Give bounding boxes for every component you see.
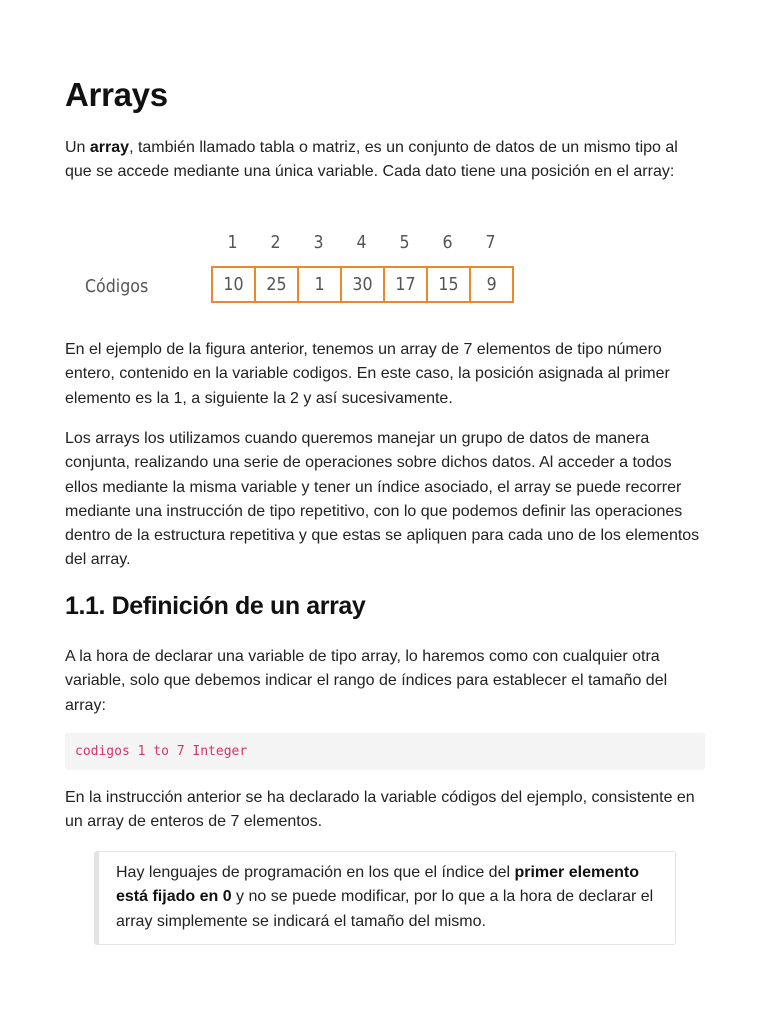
array-cell-value: 1 — [314, 274, 325, 295]
callout-suffix: y no se puede modificar, por lo que a la hora de declarar el array simplemente se indicará el tamaño del mismo. — [116, 888, 654, 930]
callout-text — [116, 861, 657, 934]
callout-prefix: Hay lenguajes de programación en los que el índice del — [116, 864, 515, 881]
intro-paragraph — [65, 136, 705, 185]
array-cell-value: 9 — [486, 274, 497, 295]
array-cell — [342, 268, 385, 301]
note-callout — [94, 851, 676, 945]
array-index: 6 — [442, 232, 453, 253]
array-cell — [385, 268, 428, 301]
array-cell-value: 25 — [266, 274, 287, 295]
array-cell-value: 10 — [223, 274, 244, 295]
intro-bold-term: array — [89, 139, 130, 156]
array-index-row — [211, 232, 512, 253]
section-heading: 1.1. Definición de un array — [65, 592, 366, 620]
array-cell-value: 15 — [438, 274, 459, 295]
array-cell — [428, 268, 471, 301]
definition-paragraph: A la hora de declarar una variable de tipo array, lo haremos como con cualquier otra variable, solo que debemos indicar el rango de índices para establecer el tamaño del array: — [65, 648, 668, 714]
code-block: codigos 1 to 7 Integer — [65, 733, 705, 770]
array-index: 1 — [227, 232, 238, 253]
intro-suffix: , también llamado tabla o matriz, es un conjunto de datos de un mismo tipo al que se accede mediante una única variable. Cada dato tiene una posición en el array: — [65, 139, 678, 181]
array-index: 2 — [270, 232, 281, 253]
intro-prefix: Un — [65, 139, 90, 156]
array-index: 3 — [313, 232, 324, 253]
array-row-label: Códigos — [85, 276, 149, 297]
callout-bold: primer elemento está fijado en 0 — [116, 864, 639, 906]
array-cell — [256, 268, 299, 301]
array-cells — [211, 266, 514, 303]
array-index: 7 — [485, 232, 496, 253]
after-code-paragraph: En la instrucción anterior se ha declarado la variable códigos del ejemplo, consistente en un array de enteros de 7 elementos. — [65, 789, 695, 831]
page-title: Arrays — [65, 76, 168, 113]
array-index: 5 — [399, 232, 410, 253]
array-index: 4 — [356, 232, 367, 253]
array-cell — [213, 268, 256, 301]
example-paragraph: En el ejemplo de la figura anterior, tenemos un array de 7 elementos de tipo número entero, contenido en la variable codigos. En este caso, la posición asignada al primer elemento es la 1, a siguiente la 2 y así sucesivamente. — [65, 341, 670, 407]
array-figure — [85, 232, 545, 312]
array-cell — [299, 268, 342, 301]
array-cell — [471, 268, 514, 301]
usage-paragraph: Los arrays los utilizamos cuando queremos manejar un grupo de datos de manera conjunta, realizando una serie de operaciones sobre dichos datos. Al acceder a todos ellos mediante la misma variable y tener un índice asociado, el array se puede recorrer mediante una instrucción de tipo repetitivo, con lo que podemos definir las operaciones dentro de la estructura repetitiva y que estas se apliquen para cada uno de los elementos del array. — [65, 430, 700, 569]
array-cell-value: 30 — [352, 274, 373, 295]
array-cell-value: 17 — [395, 274, 416, 295]
